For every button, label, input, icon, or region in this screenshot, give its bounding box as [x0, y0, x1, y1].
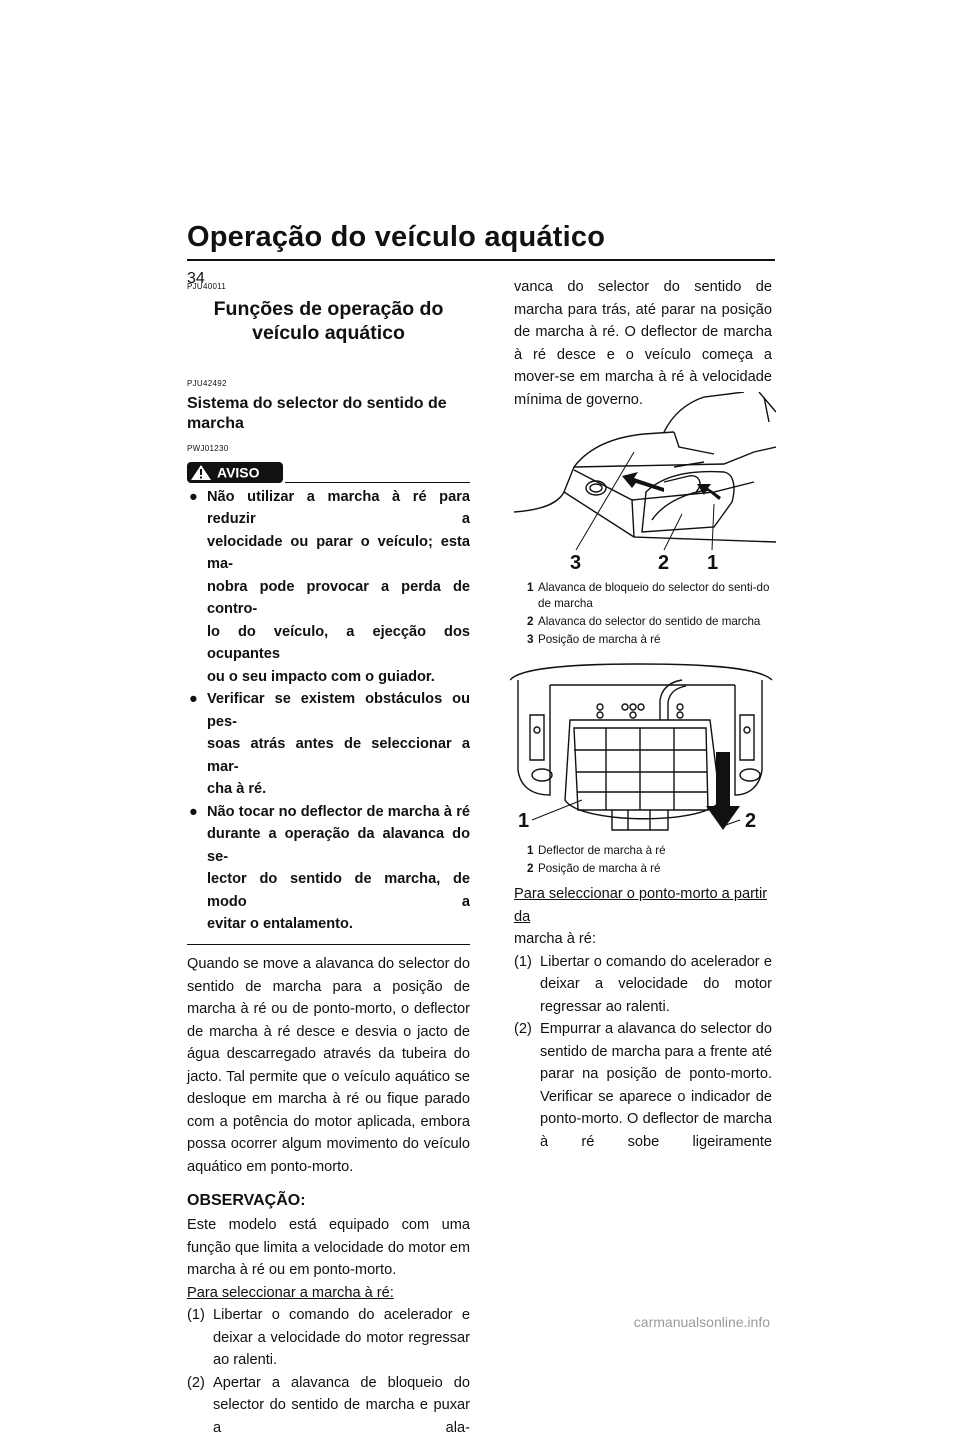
- header-rule: [187, 259, 775, 261]
- warning-item: [187, 486, 470, 689]
- caption-text: Posição de marcha à ré: [538, 862, 660, 875]
- warning-line: lector do sentido de marcha, de modo a: [207, 868, 470, 913]
- reverse-deflector-illustration: [510, 660, 776, 838]
- page-number: 34: [187, 270, 205, 288]
- warning-badge: [187, 462, 285, 484]
- warning-label: AVISO: [217, 464, 260, 480]
- heading-line: Para seleccionar o ponto-morto a partir da: [514, 883, 772, 928]
- warning-line: cha à ré.: [207, 778, 470, 801]
- caption-text: Alavanca do selector do sentido de marcha: [538, 615, 760, 628]
- warning-header: [187, 462, 470, 484]
- caption-number: 1: [527, 580, 533, 596]
- selector-lever-illustration: [514, 392, 776, 578]
- warning-line: Não utilizar a marcha à ré para reduzir a: [207, 486, 470, 531]
- warning-line: ou o seu impacto com o guiador.: [207, 666, 470, 689]
- intro-paragraph: Quando se move a alavanca do selector do sentido de marcha para a posição de marcha à ré ou de ponto-morto, o deflector de marcha à ré desce e desvia o jacto de água descarregado através da tubeira do jacto. Tal permite que o veículo aquático se desloque em marcha à ré ou fique parado com a potência do motor aplicada, embora possa ocorrer algum movimento do veículo aquático em ponto-morto.: [187, 953, 470, 1178]
- reverse-procedure-heading: Para seleccionar a marcha à ré:: [187, 1282, 470, 1305]
- warning-line: lo do veículo, a ejecção dos ocupantes: [207, 621, 470, 666]
- section-title-line: Funções de operação do: [187, 297, 470, 321]
- caption-text: Deflector de marcha à ré: [538, 844, 666, 857]
- subsection-title-line: Sistema do selector do sentido de: [187, 394, 470, 414]
- figure1-captions: [527, 580, 772, 648]
- reverse-step-continuation: vanca do selector do sentido de marcha para trás, até parar na posição de marcha à ré. O deflector de marcha à ré desce e o veículo começa a mover-se em marcha à ré à velocidade mínima de governo.: [514, 276, 772, 411]
- warning-line: nobra pode provocar a perda de contro-: [207, 576, 470, 621]
- warning-code: PWJ01230: [187, 438, 470, 461]
- right-column-top: [514, 276, 772, 411]
- warning-line: evitar o entalamento.: [207, 913, 470, 936]
- arrow-icon: [622, 472, 664, 492]
- section-title-line: veículo aquático: [187, 321, 470, 345]
- warning-top-rule: [285, 482, 470, 484]
- figure-caption: [527, 632, 772, 648]
- page-header-title: Operação do veículo aquático: [187, 221, 605, 254]
- section-code: PJU40011: [187, 276, 470, 299]
- watermark: carmanualsonline.info: [634, 1314, 770, 1330]
- note-title: OBSERVAÇÃO:: [187, 1190, 470, 1212]
- figure2-captions: [527, 843, 772, 877]
- figure-2: [510, 660, 776, 838]
- warning-line: durante a operação da alavanca do se-: [207, 823, 470, 868]
- subsection-title: [187, 394, 470, 434]
- warning-line: Não tocar no deflector de marcha à ré: [207, 801, 470, 824]
- neutral-procedure-heading: [514, 883, 772, 951]
- step-number: (1): [514, 951, 532, 974]
- neutral-step: [514, 951, 772, 1019]
- subsection-title-line: marcha: [187, 414, 470, 434]
- caption-number: 1: [527, 843, 533, 859]
- figure-caption: [527, 861, 772, 877]
- figure1-callout-2: 2: [658, 552, 669, 575]
- caption-number: 2: [527, 861, 533, 877]
- figure-1: [514, 392, 776, 578]
- step-text: Empurrar a alavanca do selector do sentido de marcha para a frente até parar na posição de ponto-morto. Verificar se aparece o indicador de ponto-morto. O deflector de marcha à ré sobe ligeiramente: [540, 1018, 772, 1153]
- bullet-icon: ●: [189, 801, 198, 824]
- figure-caption: [527, 843, 772, 859]
- caption-number: 3: [527, 632, 533, 648]
- heading-line: marcha à ré:: [514, 928, 596, 951]
- warning-line: Verificar se existem obstáculos ou pes-: [207, 688, 470, 733]
- section-title: [187, 297, 470, 345]
- subsection-code: PJU42492: [187, 373, 470, 396]
- warning-line: velocidade ou parar o veículo; esta ma-: [207, 531, 470, 576]
- note-text: Este modelo está equipado com uma função que limita a velocidade do motor em marcha à ré ou em ponto-morto.: [187, 1214, 470, 1282]
- reverse-step: [187, 1372, 470, 1439]
- bullet-icon: ●: [189, 486, 198, 509]
- figure2-callout-1: 1: [518, 810, 529, 833]
- figure-caption: [527, 614, 772, 630]
- step-text: Apertar a alavanca de bloqueio do selector do sentido de marcha e puxar a ala-: [213, 1372, 470, 1439]
- warning-item: [187, 801, 470, 936]
- step-number: (2): [514, 1018, 532, 1041]
- step-text: Libertar o comando do acelerador e deixar a velocidade do motor regressar ao ralenti.: [540, 954, 772, 1015]
- step-text: Libertar o comando do acelerador e deixar a velocidade do motor regressar ao ralenti.: [213, 1307, 470, 1368]
- warning-bottom-rule: [187, 944, 470, 946]
- warning-item: [187, 688, 470, 801]
- neutral-step: [514, 1018, 772, 1153]
- caption-number: 2: [527, 614, 533, 630]
- caption-text: Posição de marcha à ré: [538, 633, 660, 646]
- warning-line: soas atrás antes de seleccionar a mar-: [207, 733, 470, 778]
- caption-text: Alavanca de bloqueio do selector do senti-do de marcha: [538, 581, 769, 610]
- figure2-callout-2: 2: [745, 810, 756, 833]
- figure1-callout-1: 1: [707, 552, 718, 575]
- left-column: [187, 276, 470, 1439]
- figure1-callout-3: 3: [570, 552, 581, 575]
- reverse-step: [187, 1304, 470, 1372]
- step-number: (2): [187, 1372, 205, 1395]
- bullet-icon: ●: [189, 688, 198, 711]
- figure-caption: [527, 580, 772, 612]
- warning-list: [187, 486, 470, 936]
- right-column-bottom: [514, 883, 772, 1153]
- step-number: (1): [187, 1304, 205, 1327]
